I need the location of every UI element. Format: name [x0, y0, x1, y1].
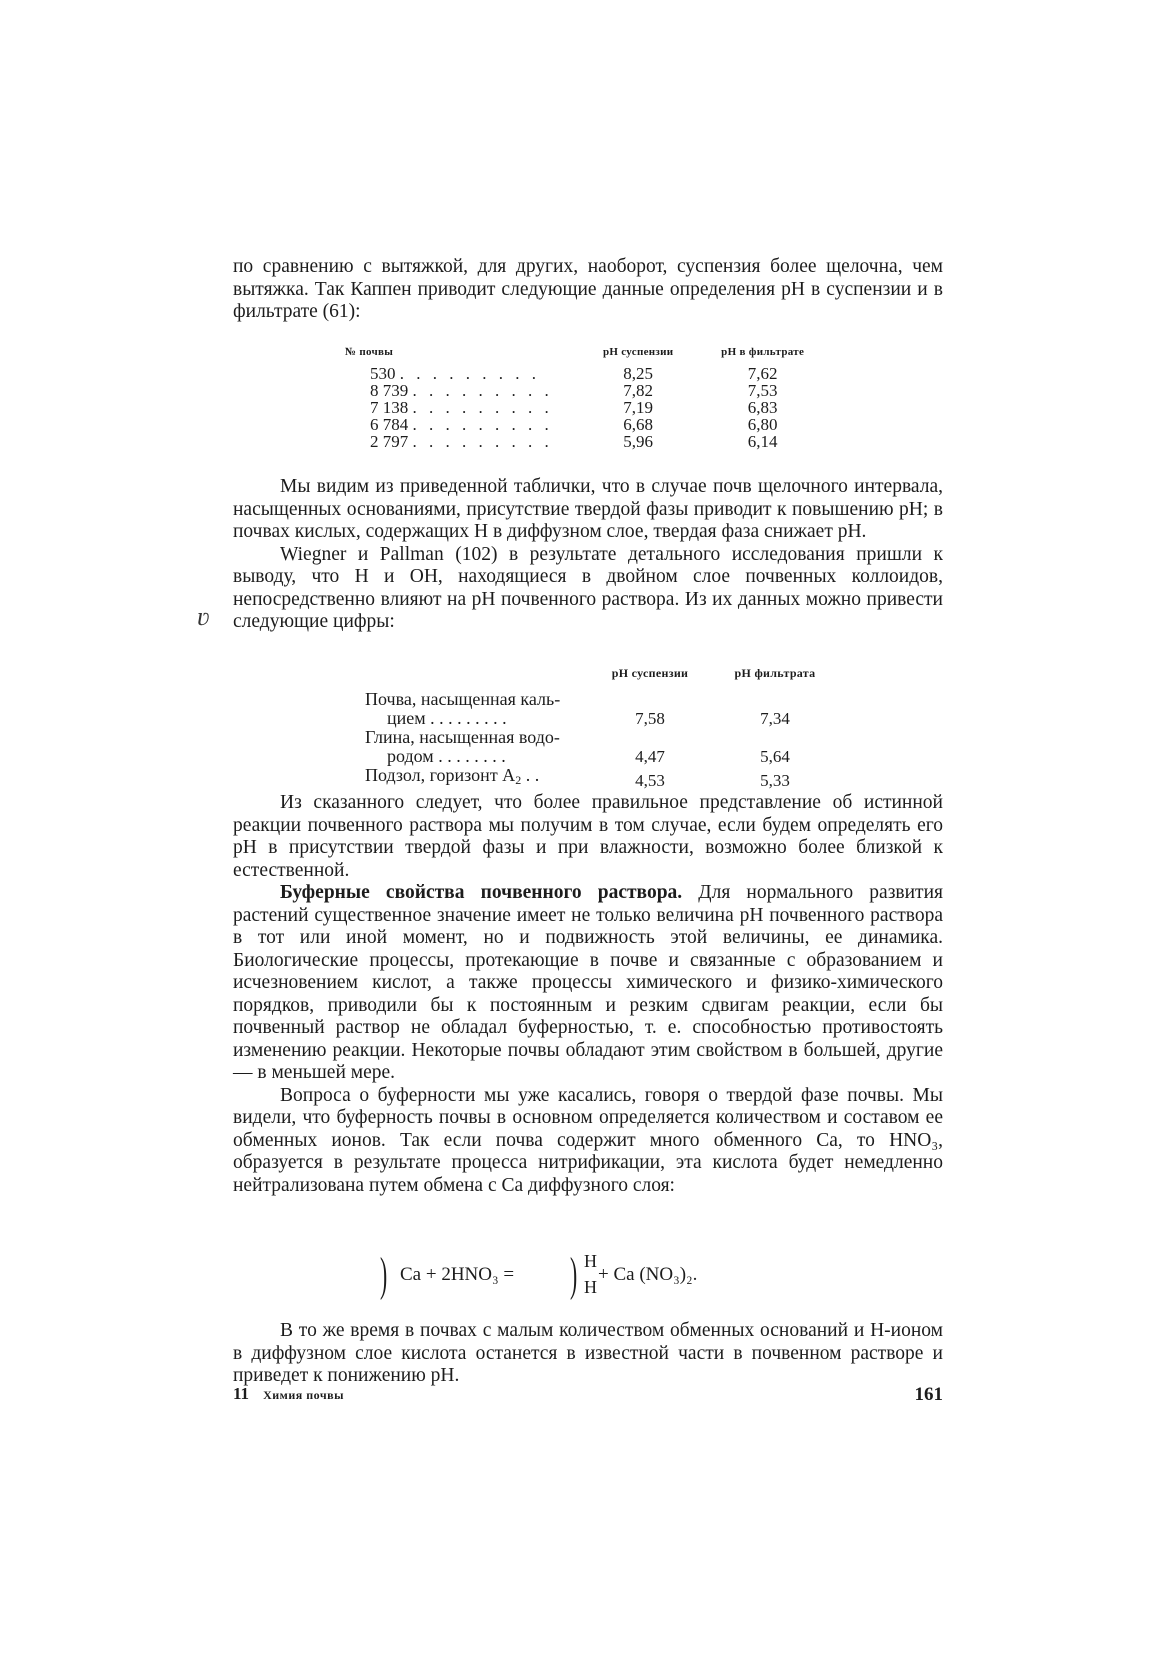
ph-table-wiegner	[365, 665, 835, 790]
page-number: 161	[914, 1384, 943, 1405]
leader-dots: . . . . . . . . .	[399, 364, 540, 383]
leader-dots: . . . . . . . . .	[412, 381, 553, 400]
soil-number-cell: 530	[370, 364, 396, 383]
signature-number: 11	[233, 1384, 250, 1403]
equation-h-bottom: H	[584, 1277, 597, 1297]
text-block-middle	[233, 476, 943, 634]
table-row	[365, 690, 835, 728]
text-block-lower	[233, 792, 943, 1197]
table-row	[345, 399, 825, 416]
text-block-top	[233, 256, 943, 324]
table-row	[345, 433, 825, 450]
chemical-equation	[380, 1248, 740, 1308]
ph-suspension-cell: 4,53	[635, 771, 665, 790]
ph-filtrate-cell: 7,53	[747, 381, 778, 400]
row-label-subscript: 2	[515, 773, 522, 787]
signature-title: Химия почвы	[263, 1388, 344, 1402]
printer-signature	[233, 1384, 344, 1404]
ph-filtrate-cell: 6,14	[747, 432, 778, 451]
paragraph-4: Из сказанного следует, что более правильное представление об истинной реакции почвенного раствора мы получим в том случае, если будем определять его pH в присутствии твердой фазы и при влажности, возможно более близкой к естественной.	[233, 792, 943, 881]
table-header-row	[365, 665, 835, 690]
row-label-tail: . .	[521, 765, 540, 785]
ph-suspension-cell: 7,19	[623, 398, 654, 417]
column-header-ph-suspension: pH суспензии	[602, 346, 674, 358]
paragraph-7: В то же время в почвах с малым количеством обменных оснований и H-ионом в диффузном слое кислота останется в известной части в почвенном растворе и приведет к понижению pH.	[233, 1320, 943, 1386]
ph-suspension-cell: 4,47	[635, 747, 665, 766]
ph-filtrate-cell: 7,62	[747, 364, 778, 383]
soil-number-cell: 6 784	[370, 415, 409, 434]
paragraph-6: Вопроса о буферности мы уже касались, говоря о твердой фазе почвы. Мы видели, что буферность почвы в основном определяется количеством и составом ее обменных ионов. Так если почва содержит много обменного Ca, то HNO₃, образуется в результате процесса нитрификации, эта кислота будет немедленно нейтрализована путем обмена с Ca диффузного слоя:	[233, 1084, 943, 1196]
ph-suspension-cell: 5,96	[623, 432, 654, 451]
soil-number-cell: 2 797	[370, 432, 409, 451]
text-block-bottom	[233, 1320, 943, 1388]
ph-suspension-cell: 7,58	[635, 709, 665, 728]
table-row	[345, 416, 825, 433]
row-label-line: Почва, насыщенная каль-	[365, 689, 561, 709]
column-header-ph-filtrate: pH в фильтрате	[721, 346, 805, 358]
table-row	[365, 766, 835, 790]
soil-number-cell: 8 739	[370, 381, 409, 400]
ph-filtrate-cell: 7,34	[760, 709, 790, 728]
equation-h-top: H	[584, 1251, 597, 1271]
leader-dots: . . . . . . . . .	[412, 398, 553, 417]
paragraph-1: по сравнению с вытяжкой, для других, наоборот, суспензия более щелочна, чем вытяжка. Так Каппен приводит следующие данные определения pH в суспензии и в фильтрате (61):	[233, 256, 943, 322]
equation-right-bracket: )	[570, 1248, 578, 1301]
paragraph-5	[233, 882, 943, 1085]
leader-dots: . . . . . . . . .	[412, 432, 553, 451]
column-header-ph-filtrate: pH фильтрата	[734, 666, 816, 680]
paragraph-2: Мы видим из приведенной таблички, что в случае почв щелочного интервала, насыщенных основаниями, присутствие твердой фазы приводит к повышению pH; в почвах кислых, содержащих H в диффузном слое, твердая фаза снижает pH.	[233, 476, 943, 542]
paragraph-5-body: Для нормального развития растений существенное значение имеет не только величина pH почвенного раствора в тот или иной момент, но и подвижность этой величины, ее динамика. Биологические процессы, протекающие в почве и связанные с образованием и исчезновением кислот, а также процессы химического и физико-химического порядков, приводили бы к постоянным и резким сдвигам реакции, если бы почвенный раствор не обладал буферностью, т. е. способностью противостоять изменению реакции. Некоторые почвы обладают этим свойством в большей, другие — в меньшей мере.	[233, 882, 943, 1083]
ph-suspension-cell: 7,82	[623, 381, 654, 400]
table-row	[345, 382, 825, 399]
equation-right-side: + Ca (NO₃)₂.	[598, 1264, 698, 1285]
ph-table-kappen	[345, 344, 825, 450]
table-row	[365, 728, 835, 766]
equation-left-side: Ca + 2HNO₃ =	[400, 1264, 515, 1285]
equation-left-bracket: )	[380, 1248, 388, 1301]
row-label-line: Подзол, горизонт A	[365, 765, 516, 785]
section-heading-buffer-properties: Буферные свойства почвенного раствора.	[280, 882, 683, 903]
table-row	[345, 365, 825, 382]
row-label-line: Глина, насыщенная водо-	[365, 727, 560, 747]
column-header-ph-suspension: pH суспензии	[611, 666, 689, 680]
ph-filtrate-cell: 5,33	[760, 771, 790, 790]
ph-filtrate-cell: 5,64	[760, 747, 790, 766]
ph-suspension-cell: 6,68	[623, 415, 654, 434]
row-label-line: цием . . . . . . . . .	[387, 708, 507, 728]
leader-dots: . . . . . . . . .	[412, 415, 553, 434]
handwritten-margin-mark: ʋ	[197, 602, 210, 631]
ph-filtrate-cell: 6,83	[747, 398, 778, 417]
paragraph-3: Wiegner и Pallman (102) в результате детального исследования пришли к выводу, что H и OH, находящиеся в двойном слое почвенных коллоидов, непосредственно влияют на pH почвенного раствора. Из их данных можно привести следующие цифры:	[233, 543, 943, 632]
soil-number-cell: 7 138	[370, 398, 409, 417]
column-header-soil-number: № почвы	[345, 346, 394, 358]
ph-filtrate-cell: 6,80	[747, 415, 778, 434]
ph-suspension-cell: 8,25	[623, 364, 654, 383]
column-header-empty	[365, 665, 585, 690]
row-label-line: родом . . . . . . . .	[387, 746, 506, 766]
table-header-row	[345, 344, 825, 365]
